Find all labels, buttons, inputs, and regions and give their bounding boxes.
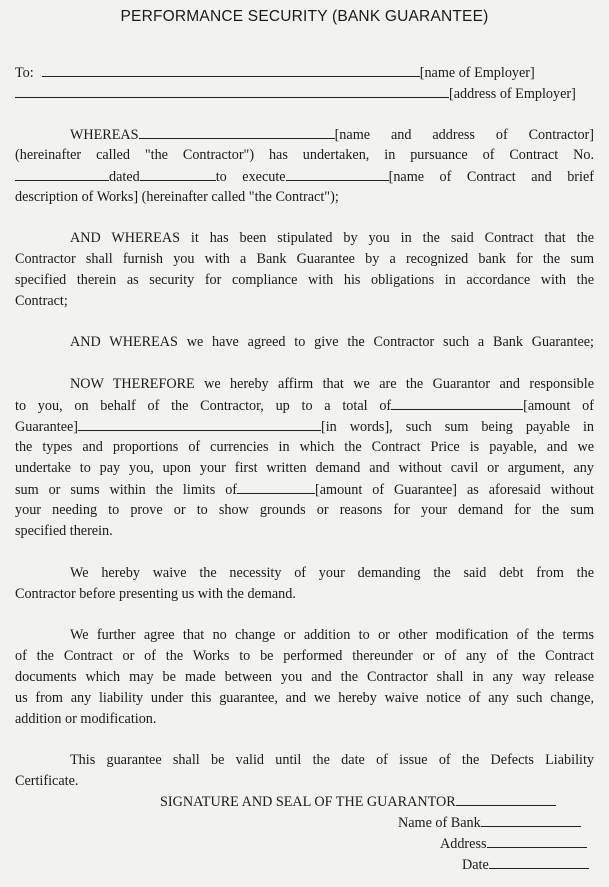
para4-line2 bbox=[15, 397, 594, 414]
para5-line2: Contractor before presenting us with the demand. bbox=[15, 586, 296, 602]
signature-heading: SIGNATURE AND SEAL OF THE GUARANTOR bbox=[160, 794, 456, 810]
para6-line1: We further agree that no change or addition to or other modification of the terms bbox=[70, 627, 594, 643]
date-blank[interactable] bbox=[489, 856, 589, 869]
date-line bbox=[462, 856, 589, 874]
employer-address-hint: [address of Employer] bbox=[449, 86, 576, 102]
to-execute-label: to execute bbox=[215, 169, 286, 185]
para2-line4: Contract; bbox=[15, 293, 68, 309]
para1-line1 bbox=[15, 126, 594, 143]
words-hint: [in words], such sum being payable in bbox=[321, 419, 594, 435]
para4-line6-end: [amount of Guarantee] as aforesaid without bbox=[315, 482, 594, 498]
guarantee-label: Guarantee] bbox=[15, 419, 79, 435]
amount-hint: [amount of bbox=[523, 398, 594, 414]
contract-no-blank[interactable] bbox=[15, 168, 109, 181]
address-label: Address bbox=[440, 836, 487, 852]
para4-line6-start: sum or sums within the limits of bbox=[15, 482, 238, 498]
para6-line4: us from any liability under this guarantee, and we hereby waive notice of any such change, bbox=[15, 690, 594, 706]
words-blank[interactable] bbox=[78, 418, 321, 431]
employer-name-hint: [name of Employer] bbox=[419, 65, 535, 81]
para4-line3 bbox=[15, 418, 594, 435]
para6-line2: of the Contract or of the Works to be performed thereunder or of any of the Contract bbox=[15, 648, 594, 664]
limit-blank[interactable] bbox=[237, 481, 315, 494]
to-line bbox=[15, 64, 594, 81]
dated-blank[interactable] bbox=[140, 168, 216, 181]
employer-address-line bbox=[15, 85, 594, 102]
name-of-bank-blank[interactable] bbox=[481, 814, 581, 827]
para4-line1: NOW THEREFORE we hereby affirm that we are the Guarantor and responsible bbox=[70, 376, 594, 392]
employer-address-blank[interactable] bbox=[15, 85, 449, 98]
para4-line7: your needing to prove or to show grounds or reasons for your demand for the sum bbox=[15, 502, 594, 518]
name-of-bank-line bbox=[398, 814, 581, 832]
date-label: Date bbox=[462, 857, 489, 873]
para2-line3: specified therein as security for compliance with his obligations in accordance with the bbox=[15, 272, 594, 288]
para7-line1: This guarantee shall be valid until the date of issue of the Defects Liability bbox=[70, 752, 594, 768]
whereas-label: WHEREAS bbox=[70, 127, 139, 143]
signature-heading-line bbox=[160, 793, 556, 811]
to-label: To: bbox=[15, 65, 34, 81]
para3-line: AND WHEREAS we have agreed to give the Contractor such a Bank Guarantee; bbox=[70, 334, 594, 350]
signature-blank[interactable] bbox=[456, 793, 556, 806]
para4-line4: the types and proportions of currencies in which the Contract Price is payable, and we bbox=[15, 439, 594, 455]
address-blank[interactable] bbox=[487, 835, 587, 848]
contract-hint: [name of Contract and brief bbox=[388, 169, 594, 185]
para2-line1: AND WHEREAS it has been stipulated by you in the said Contract that the bbox=[70, 230, 594, 246]
para6-line3: documents which may be made between you and the Contractor shall in any way release bbox=[15, 669, 594, 685]
para5-line1: We hereby waive the necessity of your demanding the said debt from the bbox=[70, 565, 594, 581]
amount-blank[interactable] bbox=[391, 397, 523, 410]
para1-line2: (hereinafter called "the Contractor") has undertaken, in pursuance of Contract No. bbox=[15, 147, 594, 163]
contract-name-blank[interactable] bbox=[286, 168, 389, 181]
para6-line5: addition or modification. bbox=[15, 711, 157, 727]
para1-line3 bbox=[15, 168, 594, 185]
dated-label: dated bbox=[109, 169, 140, 185]
name-of-bank-label: Name of Bank bbox=[398, 815, 481, 831]
para4-line8: specified therein. bbox=[15, 523, 113, 539]
contractor-hint: [name and address of Contractor] bbox=[334, 127, 594, 143]
para4-line6 bbox=[15, 481, 594, 498]
address-line bbox=[440, 835, 587, 853]
document-title: PERFORMANCE SECURITY (BANK GUARANTEE) bbox=[120, 8, 489, 25]
employer-name-blank[interactable] bbox=[42, 64, 420, 77]
para1-line4: description of Works] (hereinafter called "the Contract"); bbox=[15, 189, 339, 205]
contractor-blank[interactable] bbox=[139, 126, 335, 139]
para4-line2-text: to you, on behalf of the Contractor, up to a total of bbox=[15, 398, 392, 414]
para2-line2: Contractor shall furnish you with a Bank Guarantee by a recognized bank for the sum bbox=[15, 251, 594, 267]
para7-line2: Certificate. bbox=[15, 773, 79, 789]
para4-line5: undertake to pay you, upon your first written demand and without cavil or argument, any bbox=[15, 460, 594, 476]
